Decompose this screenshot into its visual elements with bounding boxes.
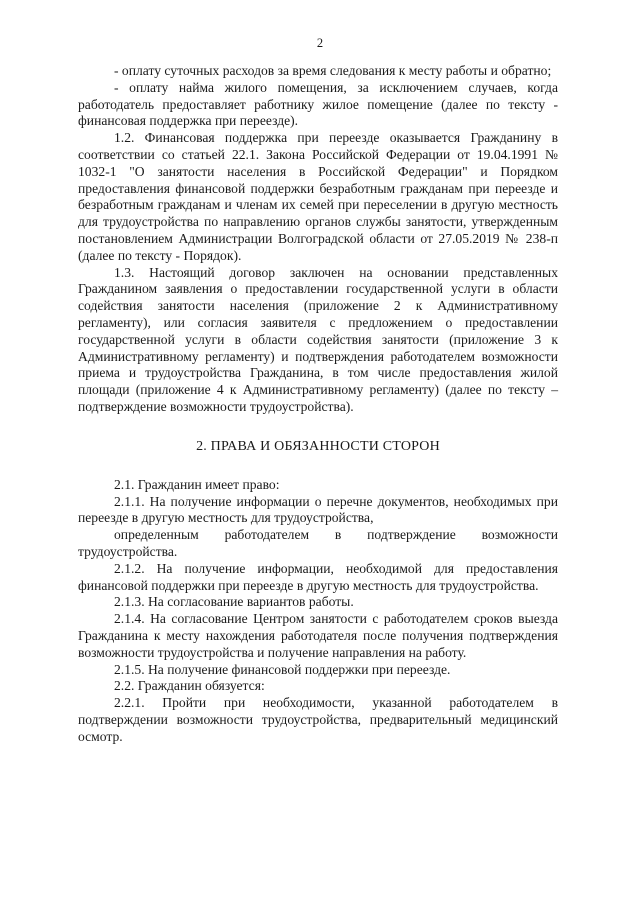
document-body (78, 63, 558, 745)
paragraph-2-1-1-cont: определенным работодателем в подтверждение возможности трудоустройства. (78, 527, 558, 559)
paragraph-1-3: 1.3. Настоящий договор заключен на основании представленных Гражданином заявления о предоставлении государственной услуги в области содействия занятости населения (приложение 2 к Административному регламенту), или согласия заявителя с предложением о предоставлении государственной услуги в области содействия занятости (приложение 3 к Административному регламенту) и подтверждения работодателем возможности приема и трудоустройства Гражданина, в том числе предоставления жилой площади (приложение 4 к Административному регламенту) (далее по тексту – подтверждение возможности трудоустройства). (78, 264, 558, 414)
paragraph-2-1-1: 2.1.1. На получение информации о перечне документов, необходимых при переезде в другую местность для трудоустройства, (78, 493, 558, 526)
paragraph-2-2-1: 2.2.1. Пройти при необходимости, указанной работодателем в подтверждении возможности трудоустройства, предварительный медицинский осмотр. (78, 695, 558, 744)
paragraph-2-1-2: 2.1.2. На получение информации, необходимой для предоставления финансовой поддержки при переезде в другую местность для трудоустройства. (78, 560, 558, 593)
paragraph-daily-expenses: - оплату суточных расходов за время следования к месту работы и обратно; (114, 63, 552, 78)
paragraph-1-2: 1.2. Финансовая поддержка при переезде оказывается Гражданину в соответствии со статьей 22.1. Закона Российской Федерации от 19.04.1991 № 1032-1 "О занятости населения в Российской Федерации" и Порядком предоставления финансовой поддержки безработным гражданам при переезде и безработным гражданам и членам их семей при переселении в другую местность для трудоустройства по направлению органов службы занятости, утвержденным постановлением Администрации Волгоградской области от 27.05.2019 № 238-п (далее по тексту - Порядок). (78, 130, 558, 263)
paragraph-housing-rent: - оплату найма жилого помещения, за исключением случаев, когда работодатель предоставляет работнику жилое помещение (далее по тексту - финансовая поддержка при переезде). (78, 79, 558, 129)
paragraph-2-1: 2.1. Гражданин имеет право: (114, 476, 280, 492)
paragraph-2-1-5: 2.1.5. На получение финансовой поддержки при переезде. (114, 661, 451, 677)
paragraph-2-1-4: 2.1.4. На согласование Центром занятости с работодателем сроков выезда Гражданина к месту нахождения работодателя после получения подтверждения возможности трудоустройства и получение направления на работу. (78, 611, 558, 660)
page-number: 2 (316, 36, 324, 50)
section-heading-2: 2. ПРАВА И ОБЯЗАННОСТИ СТОРОН (196, 438, 440, 454)
paragraph-2-2: 2.2. Гражданин обязуется: (114, 678, 265, 694)
paragraph-2-1-3: 2.1.3. На согласование вариантов работы. (114, 594, 354, 610)
